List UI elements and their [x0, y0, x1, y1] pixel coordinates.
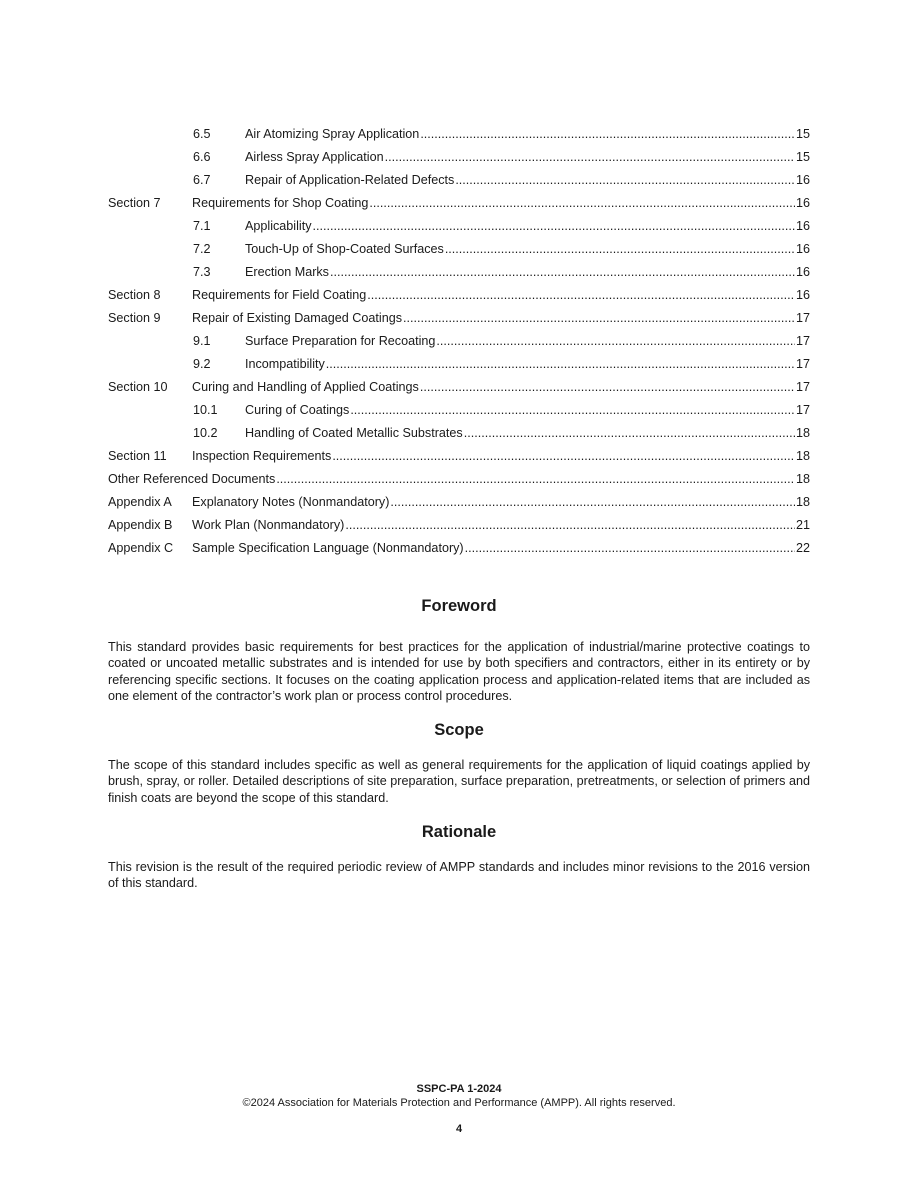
toc-entry[interactable]	[108, 514, 810, 537]
foreword-heading: Foreword	[421, 597, 497, 615]
toc-page-number: 16	[795, 173, 810, 187]
toc-page-number: 18	[795, 426, 810, 440]
toc-section-label: Section 11	[108, 449, 167, 463]
toc-entry-title: Explanatory Notes (Nonmandatory)	[192, 495, 390, 509]
toc-entry-title: Other Referenced Documents	[108, 472, 276, 486]
scope-text: The scope of this standard includes specific as well as general requirements for the application of liquid coatings applied by brush, spray, or roller. Detailed descriptions of site preparation, surface preparation, pretreatments, or selection of primers and finish coats are beyond the scope of this standard.	[108, 758, 810, 805]
toc-dot-leader	[390, 491, 795, 514]
toc-dot-leader	[330, 261, 795, 284]
toc-dot-leader	[436, 330, 795, 353]
toc-entry-title: Curing and Handling of Applied Coatings	[192, 380, 419, 394]
toc-dot-leader	[403, 307, 795, 330]
toc-entry[interactable]	[108, 422, 810, 445]
toc-entry-title: Erection Marks	[245, 265, 329, 279]
toc-page-number: 18	[795, 472, 810, 486]
toc-entry[interactable]	[108, 537, 810, 560]
toc-entry[interactable]	[108, 491, 810, 514]
toc-subsection-number: 7.2	[193, 242, 211, 256]
toc-subsection-number: 6.7	[193, 173, 211, 187]
toc-entry-title: Requirements for Field Coating	[192, 288, 367, 302]
toc-subsection-number: 6.6	[193, 150, 211, 164]
toc-entry-title: Curing of Coatings	[245, 403, 350, 417]
toc-dot-leader	[385, 146, 795, 169]
toc-page-number: 22	[795, 541, 810, 555]
toc-entry[interactable]	[108, 307, 810, 330]
toc-page-number: 17	[795, 403, 810, 417]
toc-entry-title: Touch-Up of Shop-Coated Surfaces	[245, 242, 444, 256]
toc-section-label: Appendix A	[108, 495, 172, 509]
toc-dot-leader	[369, 192, 795, 215]
toc-entry[interactable]	[108, 123, 810, 146]
scope-heading: Scope	[434, 721, 484, 739]
toc-dot-leader	[420, 376, 795, 399]
toc-entry[interactable]	[108, 261, 810, 284]
toc-page-number: 17	[795, 380, 810, 394]
toc-entry-title: Sample Specification Language (Nonmandatory)	[192, 541, 464, 555]
toc-entry[interactable]	[108, 215, 810, 238]
toc-entry-title: Work Plan (Nonmandatory)	[192, 518, 345, 532]
toc-section-label: Section 7	[108, 196, 161, 210]
toc-dot-leader	[332, 445, 795, 468]
toc-page-number: 16	[795, 219, 810, 233]
toc-section-label: Section 9	[108, 311, 161, 325]
toc-subsection-number: 9.2	[193, 357, 211, 371]
toc-entry-title: Incompatibility	[245, 357, 325, 371]
toc-page-number: 16	[795, 265, 810, 279]
toc-entry[interactable]	[108, 238, 810, 261]
toc-subsection-number: 9.1	[193, 334, 211, 348]
toc-dot-leader	[464, 422, 795, 445]
toc-entry-title: Inspection Requirements	[192, 449, 332, 463]
foreword-text: This standard provides basic requirements for best practices for the application of industrial/marine protective coatings to coated or uncoated metallic substrates and is intended for use by both specifiers and contractors, either in its entirety or by referencing specific sections. It focuses on the coating application process and application-related items that are included as one element of the contractor’s work plan or process control procedures.	[108, 640, 810, 704]
toc-page-number: 16	[795, 242, 810, 256]
toc-section-label: Appendix B	[108, 518, 173, 532]
toc-entry[interactable]	[108, 399, 810, 422]
toc-entry[interactable]	[108, 146, 810, 169]
toc-dot-leader	[367, 284, 795, 307]
toc-dot-leader	[350, 399, 795, 422]
toc-section-label: Section 10	[108, 380, 168, 394]
toc-dot-leader	[345, 514, 795, 537]
toc-subsection-number: 7.1	[193, 219, 211, 233]
toc-page-number: 15	[795, 127, 810, 141]
toc-page-number: 16	[795, 196, 810, 210]
toc-entry[interactable]	[108, 376, 810, 399]
toc-dot-leader	[465, 537, 795, 560]
toc-dot-leader	[313, 215, 795, 238]
toc-dot-leader	[420, 123, 795, 146]
rationale-text: This revision is the result of the required periodic review of AMPP standards and includes minor revisions to the 2016 version of this standard.	[108, 860, 810, 891]
toc-entry-title: Handling of Coated Metallic Substrates	[245, 426, 463, 440]
toc-page-number: 17	[795, 334, 810, 348]
toc-page-number: 21	[795, 518, 810, 532]
toc-subsection-number: 7.3	[193, 265, 211, 279]
toc-dot-leader	[276, 468, 795, 491]
toc-dot-leader	[445, 238, 795, 261]
toc-page-number: 17	[795, 357, 810, 371]
toc-entry[interactable]	[108, 192, 810, 215]
toc-page-number: 15	[795, 150, 810, 164]
toc-entry[interactable]	[108, 284, 810, 307]
toc-page-number: 18	[795, 495, 810, 509]
toc-section-label: Appendix C	[108, 541, 174, 555]
toc-subsection-number: 10.2	[193, 426, 218, 440]
toc-page-number: 16	[795, 288, 810, 302]
toc-page-number: 18	[795, 449, 810, 463]
toc-entry[interactable]	[108, 169, 810, 192]
toc-entry[interactable]	[108, 353, 810, 376]
page-footer	[0, 1082, 918, 1136]
toc-subsection-number: 6.5	[193, 127, 211, 141]
toc-section-label: Section 8	[108, 288, 161, 302]
copyright-notice: ©2024 Association for Materials Protection and Performance (AMPP). All rights reserved.	[242, 1097, 676, 1109]
toc-entry[interactable]	[108, 445, 810, 468]
toc-entry-title: Surface Preparation for Recoating	[245, 334, 436, 348]
toc-entry[interactable]	[108, 330, 810, 353]
toc-entry-title: Airless Spray Application	[245, 150, 384, 164]
toc-dot-leader	[326, 353, 795, 376]
toc-entry-title: Repair of Application-Related Defects	[245, 173, 455, 187]
toc-entry-title: Applicability	[245, 219, 312, 233]
toc-entry-title: Requirements for Shop Coating	[192, 196, 369, 210]
rationale-heading: Rationale	[421, 823, 497, 841]
toc-subsection-number: 10.1	[193, 403, 218, 417]
toc-dot-leader	[455, 169, 795, 192]
document-id: SSPC-PA 1-2024	[416, 1083, 502, 1095]
table-of-contents	[108, 123, 810, 560]
toc-entry[interactable]	[108, 468, 810, 491]
toc-entry-title: Repair of Existing Damaged Coatings	[192, 311, 403, 325]
page-number: 4	[455, 1123, 463, 1135]
toc-page-number: 17	[795, 311, 810, 325]
toc-entry-title: Air Atomizing Spray Application	[245, 127, 420, 141]
